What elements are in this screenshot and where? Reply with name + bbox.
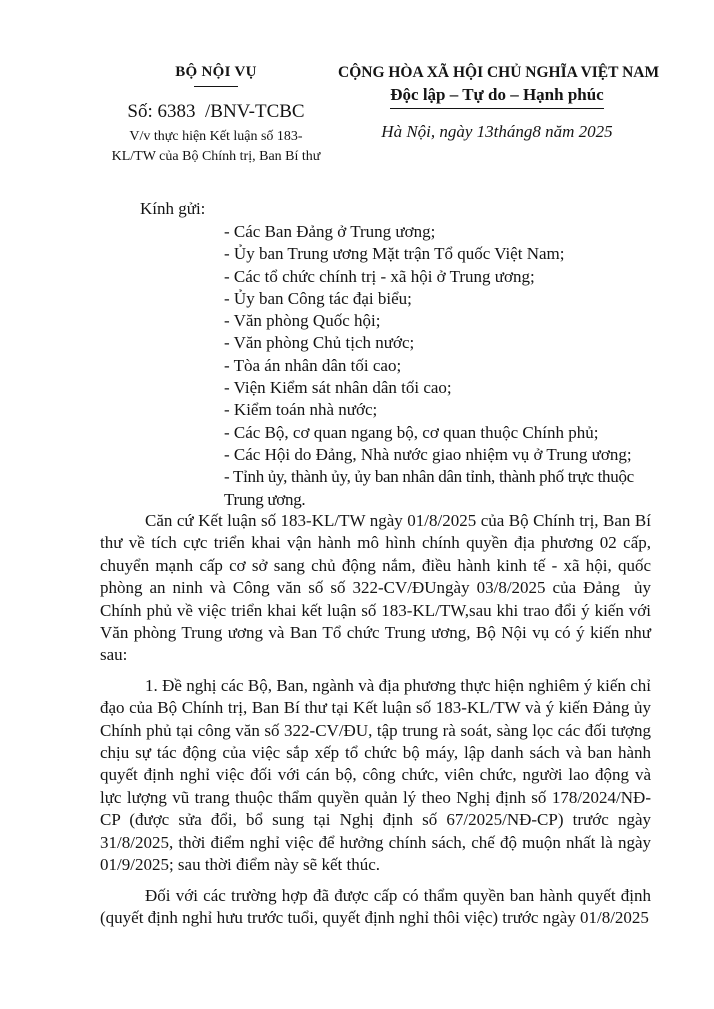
salutation: Kính gửi: bbox=[140, 199, 206, 218]
recipient-item: - Các Hội do Đảng, Nhà nước giao nhiệm vụ ở Trung ương; bbox=[224, 444, 632, 464]
document-number: Số: 6383 /BNV-TCBC bbox=[127, 101, 305, 122]
body-paragraph: 1. Đề nghị các Bộ, Ban, ngành và địa phương thực hiện nghiêm ý kiến chỉ đạo của Bộ Chính trị, Ban Bí thư tại Kết luận số 183-KL/TW và ý kiến Đảng ủy Chính phủ tại công văn số 322-CV/ĐU, tập trung rà soát, sàng lọc các đối tượng chịu sự tác động của việc sắp xếp tổ chức bộ máy, lập danh sách và ban hành quyết định nghỉ việc đối với cán bộ, công chức, viên chức, người lao động và lực lượng vũ trang thuộc thẩm quyền quản lý theo Nghị định số 178/2024/NĐ-CP (được sửa đổi, bổ sung tại Nghị định số 67/2025/NĐ-CP) trước ngày 31/8/2025, thời điểm nghỉ việc để hưởng chính sách, chế độ muộn nhất là ngày 01/9/2025; sau thời điểm này sẽ kết thúc. bbox=[100, 675, 651, 875]
recipient-item: - Tỉnh ủy, thành ủy, ủy ban nhân dân tỉnh, thành phố trực thuộc Trung ương. bbox=[224, 467, 634, 509]
recipient-item: - Các Ban Đảng ở Trung ương; bbox=[224, 222, 436, 241]
recipient-item: - Văn phòng Quốc hội; bbox=[224, 311, 381, 331]
recipient-item: - Tòa án nhân dân tối cao; bbox=[224, 355, 402, 375]
document-subject bbox=[100, 127, 332, 167]
recipient-item: - Ủy ban Công tác đại biểu; bbox=[224, 288, 412, 308]
national-title: CỘNG HÒA XÃ HỘI CHỦ NGHĨA VIỆT NAM bbox=[338, 64, 660, 81]
agency-divider bbox=[194, 86, 238, 87]
issuing-agency-block bbox=[100, 64, 332, 167]
document-body bbox=[100, 510, 651, 929]
recipient-item: - Các tổ chức chính trị - xã hội ở Trung ương; bbox=[224, 266, 535, 286]
recipients-list bbox=[224, 221, 655, 511]
recipient-item: - Ủy ban Trung ương Mặt trận Tổ quốc Việt Nam; bbox=[224, 244, 565, 264]
recipient-item: - Kiểm toán nhà nước; bbox=[224, 400, 378, 420]
recipient-item: - Văn phòng Chủ tịch nước; bbox=[224, 333, 415, 353]
agency-name: BỘ NỘI VỤ bbox=[175, 64, 257, 80]
national-motto: Độc lập – Tự do – Hạnh phúc bbox=[390, 85, 603, 109]
document-subject-line1: V/v thực hiện Kết luận số 183- bbox=[129, 129, 303, 144]
body-paragraph: Đối với các trường hợp đã được cấp có thẩm quyền ban hành quyết định (quyết định nghỉ hưu trước tuổi, quyết định nghỉ thôi việc) trước ngày 01/8/2025 bbox=[100, 885, 651, 927]
recipient-item: - Các Bộ, cơ quan ngang bộ, cơ quan thuộc Chính phủ; bbox=[224, 422, 599, 442]
national-header-block bbox=[338, 64, 660, 142]
body-paragraph: Căn cứ Kết luận số 183-KL/TW ngày 01/8/2025 của Bộ Chính trị, Ban Bí thư về tích cực triển khai vận hành mô hình chính quyền địa phương 02 cấp, chuyển mạnh cấp cơ sở sang chủ động nắm, điều hành kinh tế - xã hội, quốc phòng an ninh và Công văn số số 322-CV/ĐUngày 03/8/2025 của Đảng ủy Chính phủ về việc triển khai kết luận số 183-KL/TW,sau khi trao đổi ý kiến với Văn phòng Trung ương và Ban Tổ chức Trung ương, Bộ Nội vụ có ý kiến như sau: bbox=[100, 511, 651, 665]
recipient-item: - Viện Kiểm sát nhân dân tối cao; bbox=[224, 378, 452, 398]
document-subject-line2: KL/TW của Bộ Chính trị, Ban Bí thư bbox=[111, 149, 321, 164]
place-and-date: Hà Nội, ngày 13tháng8 năm 2025 bbox=[381, 122, 613, 141]
